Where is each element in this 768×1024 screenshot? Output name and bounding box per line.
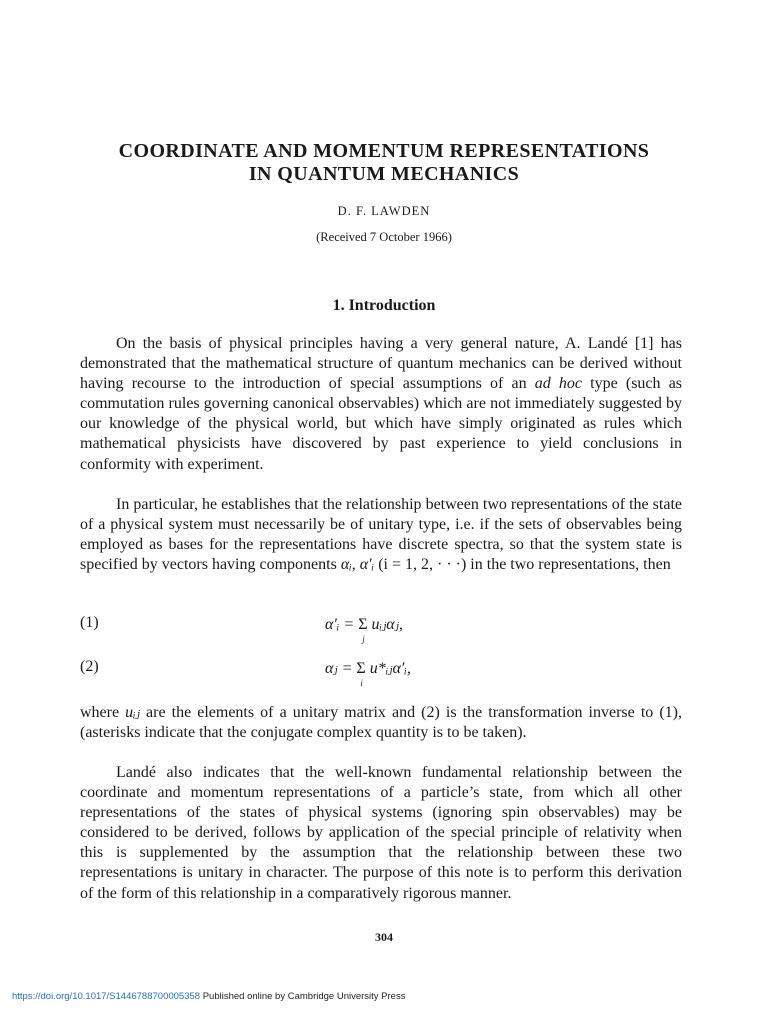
paper-title-line-2: IN QUANTUM MECHANICS [248,163,520,185]
paragraph-2 [80,495,682,575]
paragraph-3-math: uᵢⱼ [125,704,140,721]
equation-2-body [325,658,411,688]
paragraph-1-emphasis: ad hoc [534,375,583,393]
received-date: (Received 7 October 1966) [316,230,452,244]
published-text: Published online by Cambridge University Press [200,991,406,1002]
equation-1-sum [358,616,368,644]
equation-2-rhs: u*ᵢⱼα′ᵢ, [365,660,411,677]
equation-2-lhs: αⱼ = [325,660,357,677]
paragraph-2-math: αᵢ, α′ᵢ [340,556,375,574]
paper-title-line-1: COORDINATE AND MOMENTUM REPRESENTATIONS [118,140,650,162]
section-heading: 1. Introduction [332,297,436,314]
paragraph-1-text-b: type (such as commutation rules governing canonical observables) which are not immediately suggested by our knowledge of the physical world, but which have simply originated as rules which mathematical physicists have discovered by past experience to yield conclusions in conformity with experiment. [80,375,683,473]
equation-1-lhs: α′ᵢ = [325,616,359,633]
equation-1-body [325,614,403,644]
equation-1-sum-index: j [362,634,365,644]
paragraph-2-text-b: (i = 1, 2, · · ·) in the two representations, then [374,556,671,574]
paragraph-4: Landé also indicates that the well-known fundamental relationship between the coordinate and momentum representations of a particle’s state, from which all other representations of the states of physical systems (ignoring spin observables) may be considered to be derived, follows by application of the special principle of relativity when this is supplemented by the assumption that the relationship between these two representations is unitary in character. The purpose of this note is to perform this derivation of the form of this relationship in a comparatively rigorous manner. [80,764,682,902]
equation-1-rhs: uᵢⱼαⱼ, [367,616,403,633]
paragraph-2-text-a: In particular, he establishes that the relationship between two representations of the state of a physical system must necessarily be of unitary type, i.e. if the sets of observables being employed as bases for the representations have discrete spectra, so that the system state is specified by vectors having components [80,496,682,574]
equation-2-number: (2) [80,658,99,675]
equation-2-sum [356,660,366,688]
paragraph-1-text-a: On the basis of physical principles having a very general nature, A. Landé [1] has demonstrated that the mathematical structure of quantum mechanics can be derived without having recourse to the introduction of special assumptions of an [80,335,682,393]
paragraph-3 [80,703,682,743]
doi-link[interactable]: https://doi.org/10.1017/S1446788700005358 [12,991,201,1002]
equation-2-sum-symbol: Σ [356,660,366,677]
paper-author: D. F. LAWDEN [337,204,431,218]
footer [12,991,405,1002]
paragraph-3-text-b: are the elements of a unitary matrix and (2) is the transformation inverse to (1), (asterisks indicate that the conjugate complex quantity is to be taken). [80,704,683,742]
equation-1-sum-symbol: Σ [358,616,368,633]
paragraph-1 [80,334,682,475]
equation-2-sum-index: i [360,678,363,688]
equation-1-number: (1) [80,614,99,631]
paragraph-3-text-a: where [80,704,126,721]
page-number: 304 [375,930,393,944]
